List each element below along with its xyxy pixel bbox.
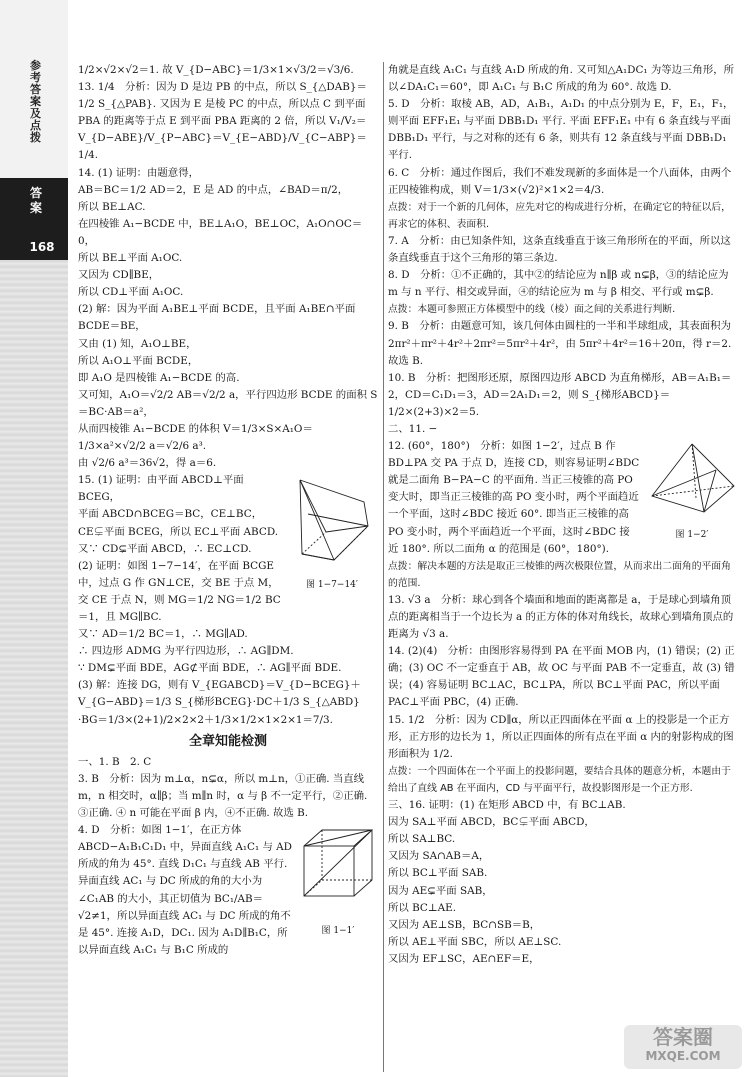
watermark-logo: [624, 1025, 742, 1069]
text-line: ∵ DM⊊平面 BDE，AG⊄平面 BDE，∴ AG∥平面 BDE.: [78, 662, 342, 675]
text-line: 角就是直线 A₁C₁ 与直线 A₁D 所成的角. 又可知△A₁DC₁ 为等边三角形，所以∠DA₁C₁＝60°，即 A₁C₁ 与 B₁C 所成的角为 60°. 故选 D.: [388, 64, 734, 94]
text-line: 由 √2/6 a³＝36√2，得 a＝6.: [78, 457, 217, 470]
text-line: 从而四棱锥 A₁−BCDE 的体积 V＝1/3×S×A₁O＝1/3×a²×√2/2 a＝√2/6 a³.: [78, 422, 313, 453]
text-line: 14. (2)(4) 分析：由图形容易得到 PA 在平面 MOB 内，(1) 错误；(2) 正确；(3) OC 不一定垂直于 AB，故 OC 与平面 PAB 不一定垂直，故 (3) 错误；(4) 容易证明 BC⊥AC，BC⊥PA，所以 BC⊥平面 PAC，所以平面 PAC⊥平面 PBC，(4) 正确.: [388, 645, 735, 709]
text-line: 所以 BE⊥AC.: [78, 200, 146, 213]
text-line: 平面 ABCD∩BCEG＝BC，CE⊥BC，CE⊊平面 BCEG，所以 EC⊥平面 ABCD.: [78, 508, 279, 538]
text-line: 所以 BC⊥平面 SAB.: [388, 867, 488, 880]
text-line: 所以 BC⊥AE.: [388, 901, 457, 914]
sidebar-label: 参考答案及点拨: [30, 59, 41, 144]
text-line: 所以 A₁O⊥平面 BCDE，: [78, 354, 199, 367]
text-line: 又因为 CD∥BE，: [78, 269, 160, 282]
text-line: 10. B 分析：把图形还原，原图四边形 ABCD 为直角梯形，AB＝A₁B₁＝2，CD＝C₁D₁＝3，AD＝2A₁D₁＝2，则 S_{梯形ABCD}＝1/2×(2+3)×2＝5.: [388, 371, 732, 418]
figure-1-7-14-caption: 图 1−7−14′: [306, 580, 358, 591]
text-line: 二、11. −: [388, 422, 438, 435]
tip-line: 点拨：解决本题的方法是取正三棱锥的两次极限位置，从而求出二面角的平面角的范围.: [388, 560, 731, 589]
left-column: [78, 62, 378, 959]
figure-1-1-diagram: [298, 824, 378, 920]
text-line: 5. D 分析：取棱 AB，AD，A₁B₁，A₁D₁ 的中点分别为 E，F，E₁，F₁，则平面 EFF₁E₁ 与平面 DBB₁D₁ 平行. 平面 EFF₁E₁ 中有 6 条直线与平面 DBB₁D₁ 平行，与之对称的还有 6 条，则共有 12 条直线与平面 DBB₁D₁ 平行.: [388, 98, 734, 162]
text-line: ∴ 四边形 ADMG 为平行四边形，∴ AG∥DM.: [78, 645, 294, 658]
text-line: 又因为 EF⊥SC，AE∩EF＝E，: [388, 952, 540, 965]
text-line: 所以 BE⊥平面 A₁OC.: [78, 252, 183, 265]
text-line: 又可知，A₁O＝√2/2 AB＝√2/2 a，平行四边形 BCDE 的面积 S＝BC·AB＝a²，: [78, 388, 378, 418]
text-line: 所以 CD⊥平面 A₁OC.: [78, 286, 184, 299]
right-column: [388, 62, 740, 968]
figure-1-2: [644, 440, 740, 541]
text-line: 12. (60°，180°) 分析：如图 1−2′，过点 B 作 BD⊥PA 交 PA 于点 D，连接 CD，则容易证明∠BDC 就是二面角 B−PA−C 的平面角. 当正三棱锥的高 PO 变大时，即当正三棱锥的高 PO 变小时，两个平面趋近一个平面，这时∠BDC 接近 60°. 即当正三棱锥的高 PO 变小时，两个平面趋近一个平面，这时∠BDC 接近 180°. 所以二面角 α 的范围是 (60°，180°).: [388, 440, 640, 555]
text-line: 又因为 SA∩AB＝A，: [388, 850, 490, 863]
text-line: 因为 SA⊥平面 ABCD，BC⊊平面 ABCD，: [388, 816, 595, 829]
text-line: 13. 1/4 分析：因为 D 是边 PB 的中点，所以 S_{△DAB}＝1/2 S_{△PAB}. 又因为 E 是棱 PC 的中点，所以点 C 到平面 PBA 的距离等于点 E 到平面 PBA 距离的 2 倍，所以 V₁/V₂＝V_{D−ABE}/V_{P−ABC}＝V_{E−ABD}/V_{C−ABP}＝1/4.: [78, 81, 367, 162]
text-line: 因为 AE⊊平面 SAB，: [388, 884, 493, 897]
text-line: 13. √3 a 分析：球心到各个墙面和地面的距离都是 a，于是球心到墙角顶点的距离相当于一个边长为 a 的正方体的体对角线长，故球心到墙角顶点的距离为 √3 a.: [388, 593, 734, 641]
tip-line: 点拨：对于一个新的几何体，应先对它的构成进行分析，在确定它的特征以后，再求它的体积、表面积.: [388, 201, 731, 230]
text-line: 7. A 分析：由已知条件知，这条直线垂直于该三角形所在的平面，所以这条直线垂直于这个三角形的第三条边.: [388, 234, 731, 265]
text-line: 3. B 分析：因为 m⊥α，n⊊α，所以 m⊥n，①正确. 当直线 m，n 相交时，α∥β；当 m∥n 时，α 与 β 不一定平行，②正确. ③正确. ④ n 可能在平面 β 内，④不正确. 故选 B.: [78, 772, 368, 820]
text-line: 三、16. 证明：(1) 在矩形 ABCD 中，有 BC⊥AB.: [388, 799, 626, 812]
text-line: 8. D 分析：①不正确的，其中②的结论应为 n∥β 或 n⊊β，③的结论应为 m 与 n 平行、相交或异面，④的结论应为 m 与 β 相交、平行或 m⊊β.: [388, 269, 729, 299]
text-line: 即 A₁O 是四棱锥 A₁−BCDE 的高.: [78, 371, 240, 384]
text-line: 1/2×√2×√2＝1. 故 V_{D−ABC}＝1/3×1×√3/2＝√3/6.: [78, 64, 354, 76]
section-title: 全章知能检测: [188, 733, 267, 749]
watermark-domain: MXQE.COM: [645, 1049, 721, 1063]
text-line: (3) 解：连接 DG，则有 V_{EGABCD}＝V_{D−BCEG}＋V_{G−ABD}＝1/3 S_{梯形BCEG}·DC＋1/3 S_{△ABD}·BG＝1/3×(2+1)/2×2×2＋1/3×1/2×1×2×1＝7/3.: [78, 679, 361, 726]
text-line: 6. C 分析：通过作图后，我们不难发现新的多面体是一个八面体，由两个正四棱锥构成，则 V＝1/3×(√2)²×1×2＝4/3.: [388, 166, 732, 196]
text-line: 又∵ AD＝1/2 BC＝1，∴ MG∥AD.: [78, 628, 248, 641]
text-line: 所以 AE⊥平面 SBC，所以 AE⊥SC.: [388, 935, 562, 948]
figure-1-1-caption: 图 1−1′: [321, 926, 355, 937]
tip-line: 点拨：一个四面体在一个平面上的投影问题，要结合具体的题意分析，本题由于给出了直线 AB 在平面内，CD 与平面平行，故投影图形是一个正方形.: [388, 765, 731, 794]
text-line: 又因为 AE⊥SB，BC∩SB＝B，: [388, 918, 541, 931]
text-line: 所以 SA⊥BC.: [388, 833, 456, 846]
text-line: 4. D 分析：如图 1−1′，在正方体 ABCD−A₁B₁C₁D₁ 中，异面直线 A₁C₁ 与 AD 所成的角为 45°. 直线 D₁C₁ 与直线 AB 平行. 异面直线 AC₁ 与 DC 所成的角的大小为∠C₁AB 的大小，其正切值为 BC₁/AB＝√2≠1，所以异面直线 AC₁ 与 DC 所成的角不是 45°. 连接 A₁D，DC₁. 因为 A₁D∥B₁C，所以异面直线 A₁C₁ 与 B₁C 所成的: [78, 824, 292, 956]
text-line: (2) 解：因为平面 A₁BE⊥平面 BCDE，且平面 A₁BE∩平面 BCDE＝BE，: [78, 303, 356, 333]
column-divider: [383, 62, 384, 1072]
figure-1-7-14-diagram: [286, 474, 378, 574]
text-line: 9. B 分析：由题意可知，该几何体由圆柱的一半和半球组成，其表面积为 2πr²＋πr²＋4r²＋2πr²＝5πr²＋4r²，由 5πr²＋4r²＝16＋20π，得 r＝2. 故选 B.: [388, 320, 732, 367]
text-line: 一、1. B 2. C: [78, 755, 152, 768]
text-line: 15. (1) 证明：由平面 ABCD⊥平面 BCEG，: [78, 474, 244, 504]
figure-1-1: [298, 824, 378, 937]
text-line: 15. 1/2 分析：因为 CD∥α，所以正四面体在平面 α 上的投影是一个正方形，正方形的边长为 1，所以正四面体的所有点在平面 α 内的射影构成的图形面积为 1/2.: [388, 713, 734, 760]
figure-1-2-caption: 图 1−2′: [675, 530, 709, 541]
watermark-title: 答案圈: [653, 1025, 713, 1049]
text-line: 在四棱锥 A₁−BCDE 中，BE⊥A₁O，BE⊥OC，A₁O∩OC＝0，: [78, 217, 363, 247]
answer-tab-label: 答案: [30, 186, 43, 215]
figure-1-7-14: [286, 474, 378, 591]
text-line: 又由 (1) 知，A₁O⊥BE，: [78, 337, 197, 350]
text-line: 又∵ CD⊊平面 ABCD，∴ EC⊥CD.: [78, 542, 252, 555]
page-number: 168: [29, 240, 55, 254]
tip-line: 点拨：本题可参照正方体模型中的线（棱）面之间的关系进行判断.: [388, 304, 676, 316]
figure-1-2-diagram: [644, 440, 740, 524]
text-line: (2) 证明：如图 1−7−14′，在平面 BCGE 中，过点 G 作 GN⊥CE，交 BE 于点 M，交 CE 于点 N，则 MG＝1/2 NG＝1/2 BC＝1，且 MG∥BC.: [78, 559, 281, 623]
text-line: AB＝BC＝1/2 AD＝2，E 是 AD 的中点，∠BAD＝π/2，: [78, 183, 349, 196]
text-line: 14. (1) 证明：由题意得，: [78, 166, 199, 179]
